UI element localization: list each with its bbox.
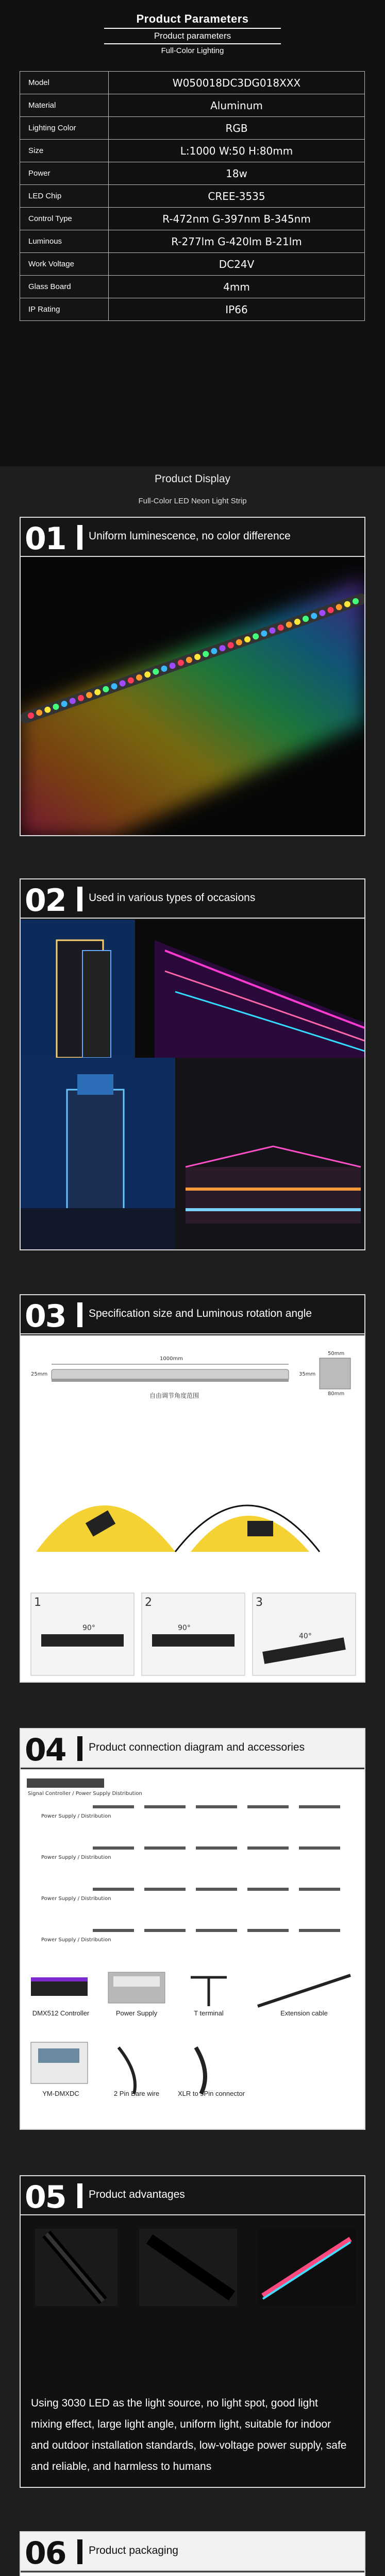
- spec-row: [20, 276, 365, 298]
- spec-row: [20, 162, 365, 185]
- accessory-label: 2 Pin Bare wire: [113, 2090, 160, 2097]
- light-bar: [93, 1888, 134, 1891]
- led-dot: [36, 709, 42, 716]
- spec-table: [20, 71, 365, 321]
- parameters-title: Product Parameters: [136, 12, 249, 25]
- led-dot: [336, 604, 342, 610]
- parameters-subtitle: Product parameters: [154, 31, 231, 41]
- light-bar: [247, 1846, 289, 1850]
- light-bar: [144, 1888, 186, 1891]
- accessory-label: Extension cable: [280, 2009, 328, 2017]
- spec-value: CREE-3535: [109, 185, 365, 208]
- header-divider: [77, 2539, 82, 2564]
- header-divider: [77, 2183, 82, 2208]
- led-dot: [269, 628, 275, 634]
- led-dot: [353, 598, 359, 604]
- led-dot: [228, 642, 234, 648]
- parameters-section: [0, 0, 385, 466]
- section-title: Uniform luminescence, no color difference: [89, 530, 291, 542]
- section-05-panel: [20, 2175, 365, 2488]
- advantages-photos: [21, 2224, 364, 2332]
- spec-row: [20, 140, 365, 162]
- light-bar: [144, 1846, 186, 1850]
- section-03-panel: [20, 1294, 365, 1683]
- section-number: 03: [25, 1298, 66, 1334]
- spec-row: [20, 253, 365, 276]
- led-dot: [28, 713, 34, 719]
- accessories-images: [21, 1970, 364, 2130]
- led-dot: [328, 607, 334, 613]
- accessory-label: T terminal: [194, 2009, 224, 2017]
- led-dot: [128, 677, 134, 684]
- led-dot: [286, 622, 292, 628]
- led-dot: [78, 695, 84, 701]
- spec-row: [20, 185, 365, 208]
- led-dot: [178, 660, 184, 666]
- light-bar: [196, 1805, 237, 1808]
- angle-90-label-2: 90°: [178, 1624, 191, 1632]
- connection-diagram: [21, 1769, 364, 1965]
- light-bar: [196, 1846, 237, 1850]
- spec-row: [20, 117, 365, 140]
- led-dot: [244, 636, 250, 642]
- header-divider: [77, 1736, 82, 1761]
- spec-row: [20, 72, 365, 94]
- light-bar: [196, 1929, 237, 1932]
- length-label: 1000mm: [160, 1356, 183, 1362]
- led-dot: [344, 601, 350, 607]
- depth-label: 35mm: [299, 1371, 316, 1377]
- row-label: Power Supply / Distribution: [41, 1814, 111, 1819]
- led-dot: [203, 651, 209, 657]
- led-dot: [44, 707, 51, 713]
- led-dot: [170, 663, 176, 669]
- section-title: Specification size and Luminous rotation angle: [89, 1308, 312, 1319]
- connection-area: [21, 1769, 364, 2129]
- accessory-label: Power Supply: [115, 2009, 158, 2017]
- header-divider: [77, 525, 82, 550]
- led-dot: [111, 683, 118, 689]
- section-number: 02: [25, 883, 66, 919]
- section-title: Used in various types of occasions: [89, 892, 256, 904]
- light-bar: [144, 1929, 186, 1932]
- led-dot: [103, 686, 109, 692]
- display-title: Product Display: [154, 473, 231, 485]
- light-bar: [299, 1888, 340, 1891]
- led-dot: [144, 671, 150, 677]
- row-label: Power Supply / Distribution: [41, 1937, 111, 1943]
- spec-label: Glass Board: [20, 276, 109, 298]
- section-05-header: [21, 2176, 364, 2215]
- row-label: Power Supply / Distribution: [41, 1855, 111, 1860]
- section-04-header: [21, 1729, 364, 1768]
- accessory-label: XLR to 5Pin connector: [177, 2090, 245, 2097]
- section-number: 05: [25, 2179, 66, 2215]
- spec-label: Power: [20, 162, 109, 185]
- section-02-panel: [20, 878, 365, 1250]
- spec-value: RGB: [109, 117, 365, 140]
- light-bar: [93, 1929, 134, 1932]
- spec-label: Material: [20, 94, 109, 117]
- section-02-header: [21, 879, 364, 919]
- led-dot: [303, 616, 309, 622]
- light-bar: [247, 1888, 289, 1891]
- spec-value: R-472nm G-397nm B-345nm: [109, 208, 365, 230]
- spec-label: Luminous: [20, 230, 109, 253]
- spec-label: LED Chip: [20, 185, 109, 208]
- led-dot: [70, 698, 76, 704]
- led-dot: [253, 633, 259, 639]
- light-bar: [299, 1846, 340, 1850]
- section-04-panel: [20, 1728, 365, 2130]
- led-dot: [211, 648, 217, 654]
- advantages-text: Using 3030 LED as the light source, no light spot, good light mixing effect, large light angle, uniform light, suitable for indoor and outdoor installation standards, low-voltage power supply, safe and reliable, and harmless to humans: [31, 2397, 347, 2472]
- parameters-subtitle-2: Full-Color Lighting: [161, 46, 224, 55]
- led-dot: [120, 680, 126, 686]
- spec-value: DC24V: [109, 253, 365, 276]
- height-label: 80mm: [328, 1391, 345, 1397]
- spec-diagram-area: [21, 1335, 364, 1682]
- spec-value: R-277lm G-420lm B-21lm: [109, 230, 365, 253]
- angle-40-label: 40°: [299, 1632, 312, 1640]
- spec-value: IP66: [109, 298, 365, 321]
- section-01-panel: [20, 517, 365, 836]
- packaging-images: [21, 2572, 364, 2576]
- accessory-label: YM-DMXDC: [42, 2090, 79, 2097]
- section-number: 06: [25, 2535, 66, 2571]
- header-divider: [77, 887, 82, 911]
- end-label: 25mm: [31, 1371, 48, 1377]
- light-bar: [93, 1805, 134, 1808]
- controller-label: Signal Controller / Power Supply Distribution: [28, 1791, 142, 1797]
- led-dot: [236, 639, 242, 646]
- light-bar: [247, 1929, 289, 1932]
- spec-label: Control Type: [20, 208, 109, 230]
- light-bar: [93, 1846, 134, 1850]
- led-dot: [278, 624, 284, 631]
- section-title: Product advantages: [89, 2189, 185, 2200]
- led-dot: [311, 613, 317, 619]
- led-dot: [194, 654, 200, 660]
- width-label: 50mm: [328, 1351, 345, 1357]
- step-2-label: 2: [145, 1596, 152, 1609]
- packaging-area: [21, 2572, 364, 2576]
- led-dot: [94, 689, 101, 695]
- section-01-header: [21, 518, 364, 557]
- spec-value: 18w: [109, 162, 365, 185]
- spec-value: Aluminum: [109, 94, 365, 117]
- rotation-caption: 自由调节角度范围: [149, 1392, 199, 1399]
- led-dot: [136, 674, 142, 681]
- title-rule: [104, 28, 281, 29]
- spec-row: [20, 208, 365, 230]
- light-bar: [144, 1805, 186, 1808]
- section-number: 04: [25, 1732, 66, 1768]
- section-title: Product connection diagram and accessories: [89, 1741, 305, 1753]
- spec-row: [20, 94, 365, 117]
- led-dot: [61, 701, 68, 707]
- spec-label: Model: [20, 72, 109, 94]
- step-3-label: 3: [256, 1596, 263, 1609]
- spec-row: [20, 298, 365, 321]
- led-dot: [294, 619, 300, 625]
- spec-value: L:1000 W:50 H:80mm: [109, 140, 365, 162]
- step-1-label: 1: [34, 1596, 41, 1609]
- led-dot: [153, 669, 159, 675]
- light-bar: [247, 1805, 289, 1808]
- spec-label: IP Rating: [20, 298, 109, 321]
- light-bar: [196, 1888, 237, 1891]
- led-dot: [220, 645, 226, 651]
- spec-label: Work Voltage: [20, 253, 109, 276]
- angle-90-label: 90°: [82, 1624, 95, 1632]
- spec-row: [20, 230, 365, 253]
- led-strip-photo: [21, 558, 364, 836]
- title-rule: [104, 43, 281, 44]
- section-06-panel: [20, 2531, 365, 2576]
- row-label: Power Supply / Distribution: [41, 1896, 111, 1902]
- led-dot: [186, 657, 192, 663]
- spec-value: W050018DC3DG018XXX: [109, 72, 365, 94]
- header-divider: [77, 1302, 82, 1327]
- light-bar: [299, 1929, 340, 1932]
- led-dot: [319, 610, 325, 616]
- section-06-header: [21, 2532, 364, 2571]
- light-bar: [299, 1805, 340, 1808]
- occasions-photos: [21, 920, 364, 1249]
- accessory-label: DMX512 Controller: [32, 2009, 90, 2017]
- display-subtitle: Full-Color LED Neon Light Strip: [138, 497, 247, 505]
- section-03-header: [21, 1295, 364, 1334]
- spec-value: 4mm: [109, 276, 365, 298]
- parameters-title-box: [101, 12, 284, 55]
- led-dot: [261, 631, 267, 637]
- spec-label: Size: [20, 140, 109, 162]
- spec-label: Lighting Color: [20, 117, 109, 140]
- section-title: Product packaging: [89, 2545, 178, 2556]
- led-dot: [86, 692, 92, 698]
- dimension-diagram: [21, 1335, 364, 1682]
- section-number: 01: [25, 521, 66, 557]
- led-dot: [53, 704, 59, 710]
- led-dot: [161, 666, 167, 672]
